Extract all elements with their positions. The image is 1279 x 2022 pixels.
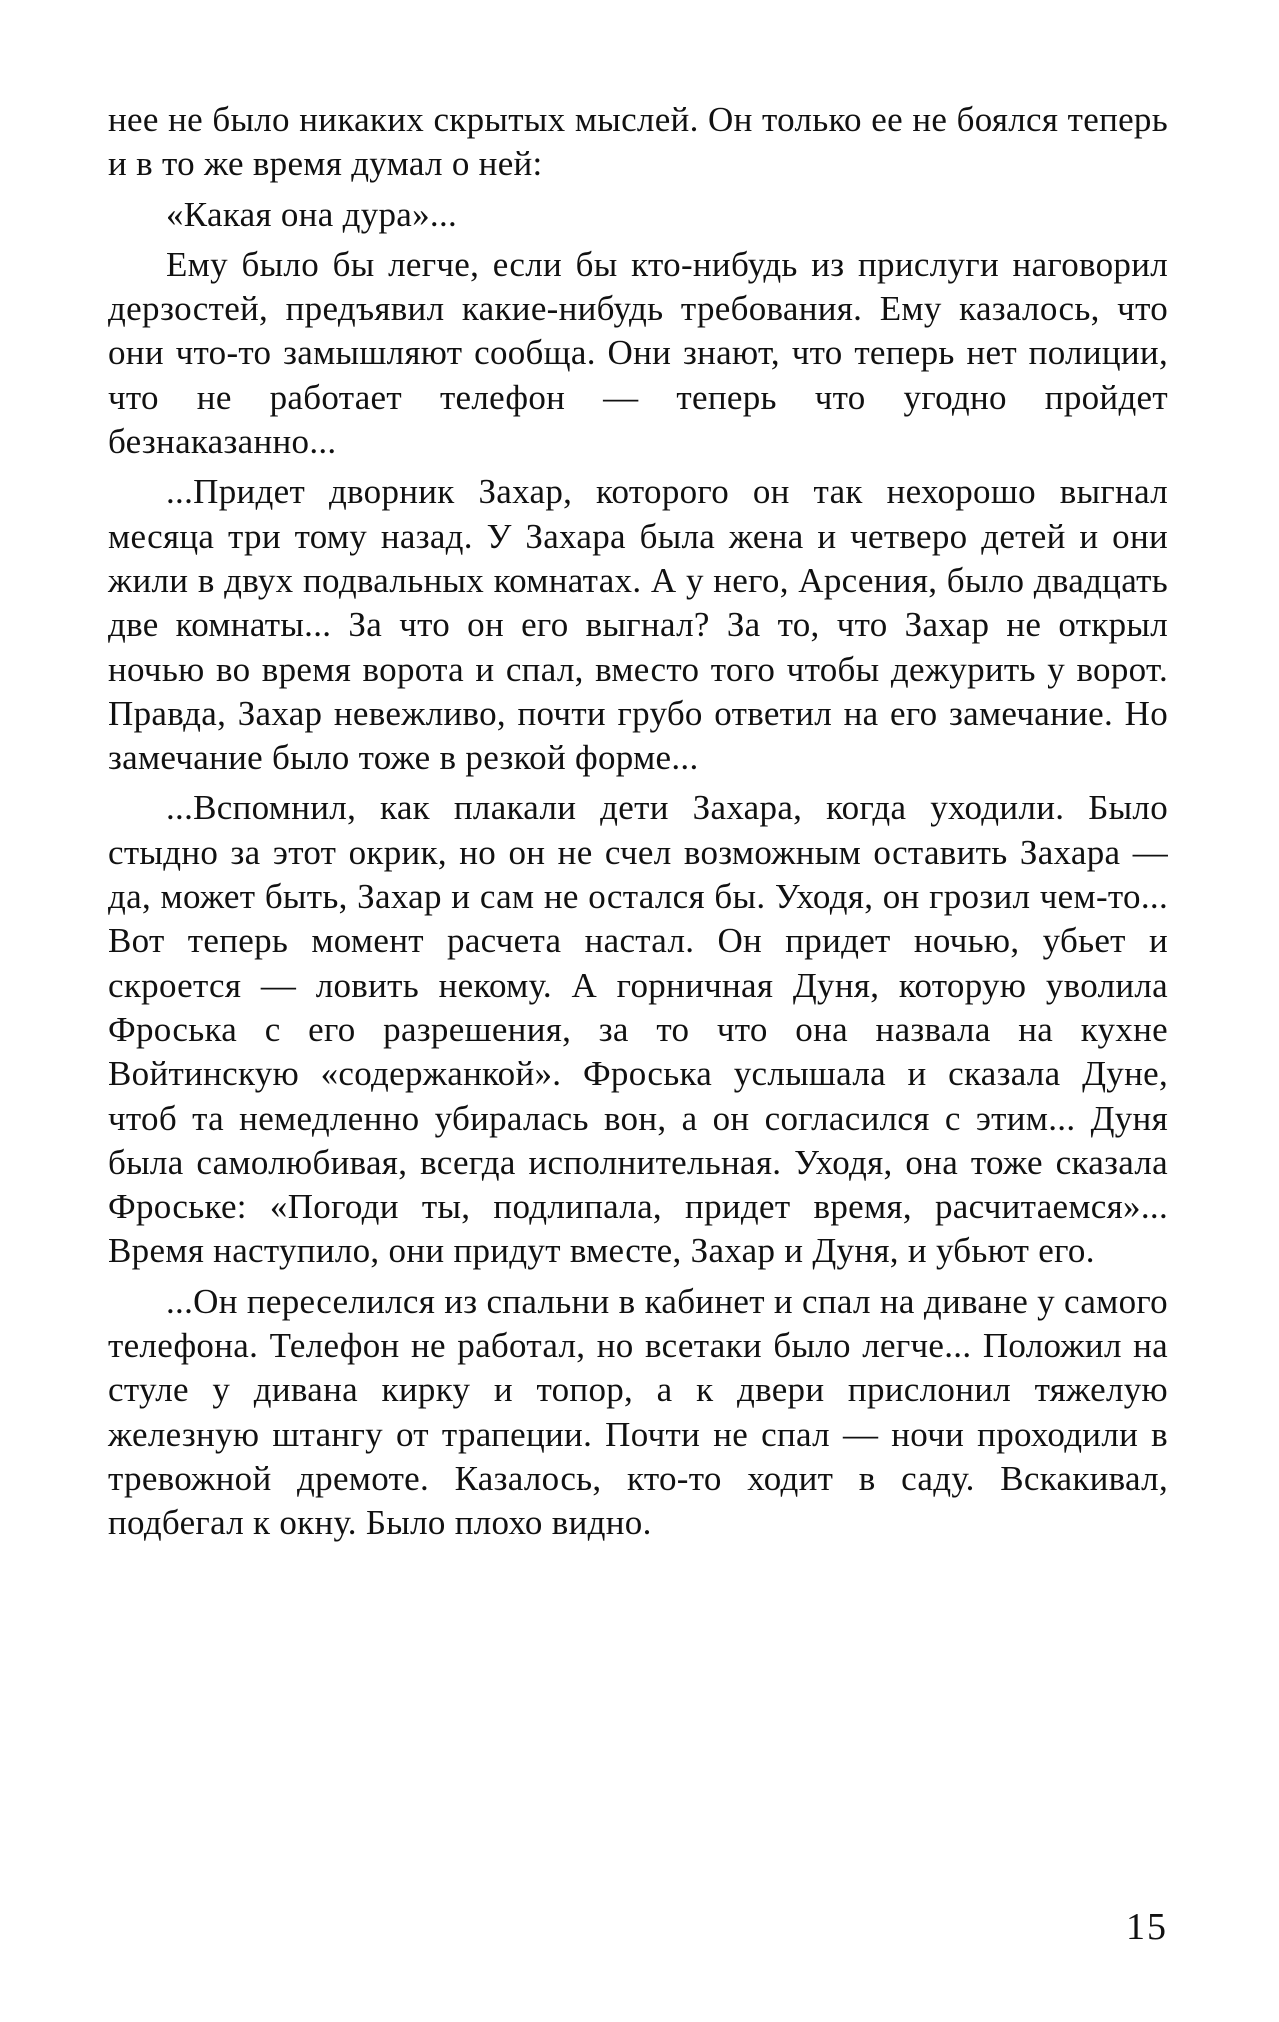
page-text xyxy=(108,98,1168,1552)
paragraph-1: нее не было никаких скрытых мыслей. Он только ее не боялся теперь и в то же время думал о ней: xyxy=(108,100,1168,184)
paragraph-4: ...Придет дворник Захар, которого он так нехорошо выгнал месяца три тому назад. У Захара была жена и четверо детей и они жили в двух подвальных комнатах. А у него, Арсения, было двадцать две комнаты... За что он его выгнал? За то, что Захар не открыл ночью во время ворота и спал, вместо того чтобы дежурить у ворот. Правда, Захар невежливо, почти грубо ответил на его замечание. Но замечание было тоже в резкой форме... xyxy=(108,472,1168,778)
paragraph-2: «Какая она дура»... xyxy=(166,194,458,234)
page-number: 15 xyxy=(1126,1906,1168,1948)
paragraph-5: ...Вспомнил, как плакали дети Захара, когда уходили. Было стыдно за этот окрик, но он не счел возможным оставить Захара — да, может быть, Захар и сам не остался бы. Уходя, он грозил чем-то... Вот теперь момент расчета настал. Он придет ночью, убьет и скроется — ловить некому. А горничная Дуня, которую уволила Фроська с его разрешения, за то что она назвала на кухне Войтинскую «содержанкой». Фроська услышала и сказала Дуне, чтоб та немедленно убиралась вон, а он согласился с этим... Дуня была самолюбивая, всегда исполнительная. Уходя, она тоже сказала Фроське: «Погоди ты, подлипала, придет время, расчитаемся»... Время наступило, они придут вместе, Захар и Дуня, и убьют его. xyxy=(108,788,1168,1271)
paragraph-3: Ему было бы легче, если бы кто-нибудь из прислуги наговорил дерзостей, предъявил какие-нибудь требования. Ему казалось, что они что-то замышляют сообща. Они знают, что теперь нет полиции, что не работает телефон — теперь что угодно пройдет безнаказанно... xyxy=(108,244,1168,462)
paragraph-6: ...Он переселился из спальни в кабинет и спал на диване у самого телефона. Телефон не работал, но всетаки было легче... Положил на стуле у дивана кирку и топор, а к двери прислонил тяжелую железную штангу от трапеции. Почти не спал — ночи проходили в тревожной дремоте. Казалось, кто-то ходит в саду. Вскакивал, подбегал к окну. Было плохо видно. xyxy=(108,1281,1168,1543)
